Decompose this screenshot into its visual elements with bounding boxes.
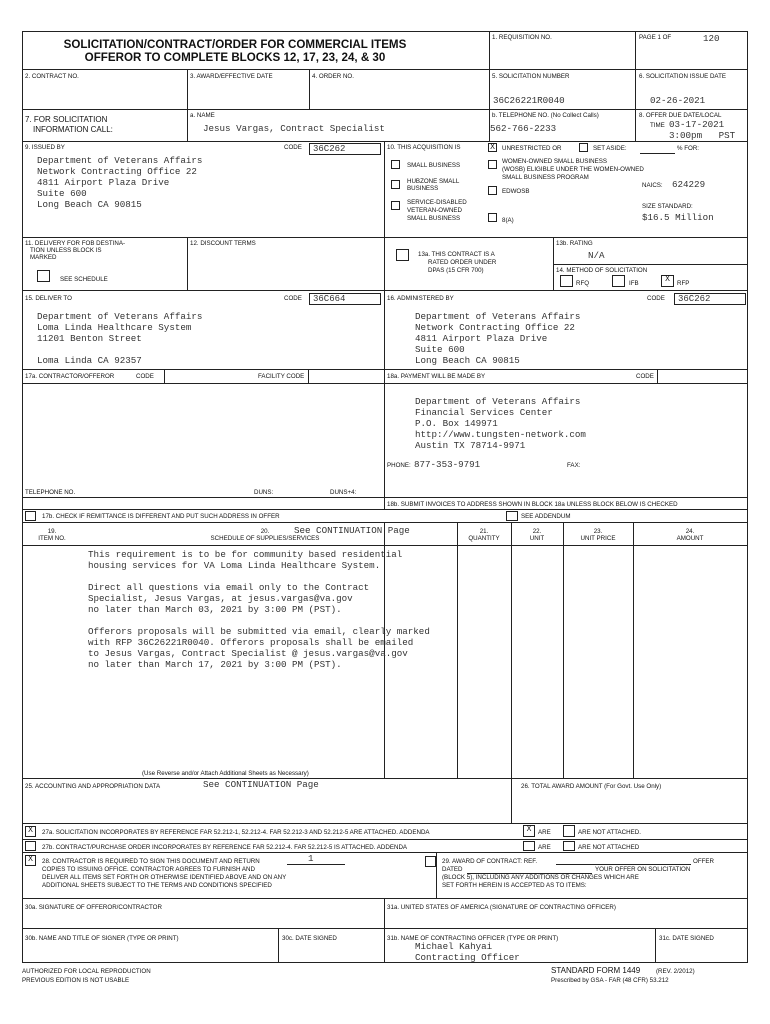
27b-are-checkbox[interactable]	[523, 841, 535, 851]
remittance-checkbox[interactable]	[25, 511, 36, 521]
28-line-4: ADDITIONAL SHEETS SUBJECT TO THE TERMS AND CONDITIONS SPECIFIED	[42, 882, 272, 889]
col-unit-price-num: 23.	[593, 528, 603, 535]
issued-by-code-label: CODE	[284, 144, 302, 151]
27a-are-not-label: ARE NOT ATTACHED.	[578, 829, 641, 836]
27a-checkbox[interactable]: X	[25, 826, 36, 837]
us-signature-label: 31a. UNITED STATES OF AMERICA (SIGNATURE OF CONTRACTING OFFICER)	[387, 904, 616, 911]
footer-standard-form: STANDARD FORM 1449	[551, 966, 641, 975]
col-unit-price: UNIT PRICE	[580, 535, 616, 542]
contractor-code-label: CODE	[136, 373, 154, 380]
delivery-label-1: 11. DELIVERY FOR FOB DESTINA-	[25, 240, 126, 247]
27a-are-label: ARE	[538, 829, 551, 836]
phone-value: 877-353-9791	[414, 459, 481, 470]
col-amount-num: 24.	[685, 528, 695, 535]
administered-code-label: CODE	[647, 295, 665, 302]
telephone-no-label: TELEPHONE NO.	[25, 489, 76, 496]
footer-prescribed: Prescribed by GSA - FAR (48 CFR) 53.212	[551, 977, 669, 984]
naics-label: NAICS:	[642, 182, 663, 189]
29-line-4: SET FORTH HEREIN IS ACCEPTED AS TO ITEMS:	[442, 882, 587, 889]
29-dated-label: DATED	[442, 866, 463, 873]
requisition-no-label: 1. REQUISITION NO.	[492, 34, 552, 41]
27b-checkbox[interactable]	[25, 841, 36, 851]
small-business-checkbox[interactable]	[391, 160, 400, 169]
accounting-value: See CONTINUATION Page	[203, 779, 319, 790]
sdvosb-label-2: VETERAN-OWNED	[407, 207, 463, 214]
sdvosb-label-3: SMALL BUSINESS	[407, 215, 461, 222]
rating-value: N/A	[588, 250, 605, 261]
29-offer-label: OFFER	[693, 858, 714, 865]
27b-are-label: ARE	[538, 844, 551, 851]
col-quantity-num: 21.	[479, 528, 489, 535]
see-schedule-checkbox[interactable]	[37, 270, 50, 282]
29-line-1: 29. AWARD OF CONTRACT: REF.	[442, 858, 538, 865]
unrestricted-label: UNRESTRICTED OR	[502, 145, 562, 152]
remittance-label: 17b. CHECK IF REMITTANCE IS DIFFERENT AND PUT SUCH ADDRESS IN OFFER	[42, 513, 280, 520]
col-quantity: QUANTITY	[468, 535, 500, 542]
issue-date-label: 6. SOLICITATION ISSUE DATE	[639, 73, 726, 80]
29-your-offer: YOUR OFFER ON SOLICITATION	[595, 866, 691, 873]
accounting-label: 25. ACCOUNTING AND APPROPRIATION DATA	[25, 783, 161, 790]
percent-for-label: % FOR:	[677, 145, 700, 152]
27b-label: 27b. CONTRACT/PURCHASE ORDER INCORPORATES BY REFERENCE FAR 52.212-4. FAR 52.212-5 IS ATTACHED. ADDENDA	[42, 844, 408, 851]
naics-value: 624229	[672, 179, 706, 190]
issued-by-label: 9. ISSUED BY	[25, 144, 65, 151]
wosb-label-3: SMALL BUSINESS PROGRAM	[502, 174, 589, 181]
rfq-checkbox[interactable]	[560, 275, 573, 287]
offer-due-date: 03-17-2021	[669, 119, 725, 130]
28-copies: 1	[308, 853, 314, 864]
deliver-to-address: Department of Veterans Affairs Loma Linda Healthcare System 11201 Benton Street Loma Linda CA 92357	[37, 311, 203, 366]
col-unit-num: 22.	[532, 528, 542, 535]
schedule-description: This requirement is to be for community based residential housing services for VA Loma Linda Healthcare System. Direct all questions via email only to the Contract Specialist, Jesus Vargas, at jesus.vargas@va.gov no later than March 03, 2021 by 3:00 PM (PST). Offerors proposals will be submitted via email, clearly marked with RFP 36C26221R0040. Offerors proposals shall be emailed to Jesus Vargas, Contract Specialist @ jesus.vargas@va.gov no later than March 17, 2021 by 3:00 PM (PST).	[88, 549, 430, 670]
offer-due-time: 3:00pm PST	[669, 130, 736, 141]
administered-code: 36C262	[674, 293, 746, 305]
acquisition-label: 10. THIS ACQUISITION IS	[387, 144, 461, 151]
telephone-label: b. TELEPHONE NO. (No Collect Calls)	[492, 112, 599, 119]
footer-revision: (REV. 2/2012)	[656, 968, 695, 975]
footer-authorized: AUTHORIZED FOR LOCAL REPRODUCTION	[22, 968, 151, 975]
set-aside-checkbox[interactable]	[579, 143, 588, 152]
27b-are-not-checkbox[interactable]	[563, 841, 575, 851]
administered-by-label: 16. ADMINISTERED BY	[387, 295, 454, 302]
fax-label: FAX:	[567, 462, 581, 469]
telephone-number: 562-766-2233	[490, 123, 557, 134]
size-standard-label: SIZE STANDARD:	[642, 203, 693, 210]
rated-order-checkbox[interactable]	[396, 249, 409, 261]
see-addendum-label: SEE ADDENDUM	[521, 513, 571, 520]
8a-checkbox[interactable]	[488, 213, 497, 222]
info-call-label: 7. FOR SOLICITATION INFORMATION CALL:	[25, 115, 113, 134]
ifb-checkbox[interactable]	[612, 275, 625, 287]
wosb-label-2: (WOSB) ELIGIBLE UNDER THE WOMEN-OWNED	[502, 166, 644, 173]
contracting-officer-label: 31b. NAME OF CONTRACTING OFFICER (TYPE OR PRINT)	[387, 935, 559, 942]
29-line-3: (BLOCK 5), INCLUDING ANY ADDITIONS OR CHANGES WHICH ARE	[442, 874, 639, 881]
order-no-label: 4. ORDER NO.	[312, 73, 354, 80]
rated-order-label-2: RATED ORDER UNDER	[428, 259, 497, 266]
delivery-label-2: TION UNLESS BLOCK IS	[30, 247, 102, 254]
issued-by-address: Department of Veterans Affairs Network Contracting Office 22 4811 Airport Plaza Drive Suite 600 Long Beach CA 90815	[37, 155, 203, 210]
page-label: PAGE 1 OF	[639, 34, 672, 41]
form-title-line-1: SOLICITATION/CONTRACT/ORDER FOR COMMERCIAL ITEMS	[63, 38, 407, 51]
deliver-to-code: 36C664	[309, 293, 381, 305]
hubzone-checkbox[interactable]	[391, 180, 400, 189]
offeror-signature-label: 30a. SIGNATURE OF OFFEROR/CONTRACTOR	[25, 904, 162, 911]
col-item-no: ITEM NO.	[38, 535, 66, 542]
col-unit: UNIT	[529, 535, 545, 542]
see-schedule-label: SEE SCHEDULE	[60, 276, 108, 283]
28-line-1: 28. CONTRACTOR IS REQUIRED TO SIGN THIS DOCUMENT AND RETURN	[42, 858, 260, 865]
unrestricted-checkbox[interactable]: X	[488, 143, 497, 152]
administered-by-address: Department of Veterans Affairs Network Contracting Office 22 4811 Airport Plaza Drive Suite 600 Long Beach CA 90815	[415, 311, 581, 366]
size-standard-value: $16.5 Million	[642, 212, 714, 223]
edwosb-checkbox[interactable]	[488, 186, 497, 195]
28-line-2: COPIES TO ISSUING OFFICE. CONTRACTOR AGREES TO FURNISH AND	[42, 866, 255, 873]
rating-label: 13b. RATING	[556, 240, 593, 247]
col-schedule-num: 20.	[260, 528, 270, 535]
hubzone-label-1: HUBZONE SMALL	[407, 178, 460, 185]
edwosb-label: EDWOSB	[502, 188, 530, 195]
contracting-officer-name: Michael Kahyai Contracting Officer	[415, 941, 520, 963]
deliver-to-code-label: CODE	[284, 295, 302, 302]
payment-code-label: CODE	[636, 373, 654, 380]
8a-label: 8(A)	[502, 217, 514, 224]
submit-invoices-label: 18b. SUBMIT INVOICES TO ADDRESS SHOWN IN BLOCK 18a UNLESS BLOCK BELOW IS CHECKED	[387, 501, 678, 508]
name-label: a. NAME	[190, 112, 215, 119]
solicitation-number-label: 5. SOLICITATION NUMBER	[492, 73, 570, 80]
contractor-label: 17a. CONTRACTOR/OFFEROR	[25, 373, 115, 380]
wosb-checkbox[interactable]	[488, 160, 497, 169]
signer-name-label: 30b. NAME AND TITLE OF SIGNER (TYPE OR PRINT)	[25, 935, 179, 942]
col-schedule: SCHEDULE OF SUPPLIES/SERVICES	[210, 535, 320, 542]
payment-address: Department of Veterans Affairs Financial Services Center P.O. Box 149971 http://www.tungsten-network.com Austin TX 78714-9971	[415, 396, 586, 451]
facility-code-label: FACILITY CODE	[258, 373, 305, 380]
issued-by-code: 36C262	[309, 143, 381, 155]
29-checkbox[interactable]	[425, 856, 436, 867]
offer-due-label: 8. OFFER DUE DATE/LOCAL	[639, 112, 722, 119]
sdvosb-label-1: SERVICE-DISABLED	[407, 199, 467, 206]
phone-label: PHONE:	[387, 462, 411, 469]
date-signed-label-2: 31c. DATE SIGNED	[659, 935, 714, 942]
payment-label: 18a. PAYMENT WILL BE MADE BY	[387, 373, 486, 380]
rfp-label: RFP	[677, 280, 690, 287]
hubzone-label-2: BUSINESS	[407, 185, 439, 192]
28-line-3: DELIVER ALL ITEMS SET FORTH OR OTHERWISE IDENTIFIED ABOVE AND ON ANY	[42, 874, 287, 881]
date-signed-label: 30c. DATE SIGNED	[282, 935, 337, 942]
form-title-line-2: OFFEROR TO COMPLETE BLOCKS 12, 17, 23, 24, & 30	[84, 51, 386, 64]
duns4-label: DUNS+4:	[330, 489, 357, 496]
reverse-note: (Use Reverse and/or Attach Additional Sheets as Necessary)	[142, 770, 309, 777]
schedule-continuation: See CONTINUATION Page	[294, 525, 410, 536]
27a-label: 27a. SOLICITATION INCORPORATES BY REFERENCE FAR 52.212-1, 52.212-4. FAR 52.212-3 AND 52.212-5 ARE ATTACHED. ADDENDA	[42, 829, 430, 836]
duns-label: DUNS:	[254, 489, 274, 496]
issue-date: 02-26-2021	[650, 95, 706, 106]
27a-are-checkbox[interactable]: X	[523, 825, 535, 837]
deliver-to-label: 15. DELIVER TO	[25, 295, 72, 302]
contact-name: Jesus Vargas, Contract Specialist	[203, 123, 385, 134]
contract-no-label: 2. CONTRACT NO.	[25, 73, 79, 80]
wosb-label-1: WOMEN-OWNED SMALL BUSINESS	[502, 158, 607, 165]
sdvosb-checkbox[interactable]	[391, 201, 400, 210]
27b-are-not-label: ARE NOT ATTACHED	[578, 844, 640, 851]
total-award-label: 26. TOTAL AWARD AMOUNT (For Govt. Use Only)	[521, 783, 662, 790]
footer-previous: PREVIOUS EDITION IS NOT USABLE	[22, 977, 130, 984]
27a-are-not-checkbox[interactable]	[563, 825, 575, 837]
28-checkbox[interactable]: X	[25, 855, 36, 866]
rfp-checkbox[interactable]: X	[661, 275, 674, 287]
rated-order-label-1: 13a. THIS CONTRACT IS A	[418, 251, 495, 258]
award-date-label: 3. AWARD/EFFECTIVE DATE	[190, 73, 273, 80]
discount-terms-label: 12. DISCOUNT TERMS	[190, 240, 256, 247]
method-label: 14. METHOD OF SOLICITATION	[556, 267, 648, 274]
see-addendum-checkbox[interactable]	[506, 511, 518, 521]
col-item-no-num: 19.	[47, 528, 57, 535]
small-business-label: SMALL BUSINESS	[407, 162, 461, 169]
set-aside-label: SET ASIDE:	[593, 145, 627, 152]
ifb-label: IFB	[629, 280, 639, 287]
page-total: 120	[703, 33, 720, 44]
solicitation-number: 36C26221R0040	[493, 95, 565, 106]
rfq-label: RFQ	[576, 280, 590, 287]
rated-order-label-3: DPAS (15 CFR 700)	[428, 267, 484, 274]
delivery-label-3: MARKED	[30, 254, 57, 261]
col-amount: AMOUNT	[676, 535, 704, 542]
offer-due-time-label: TIME	[650, 122, 665, 129]
